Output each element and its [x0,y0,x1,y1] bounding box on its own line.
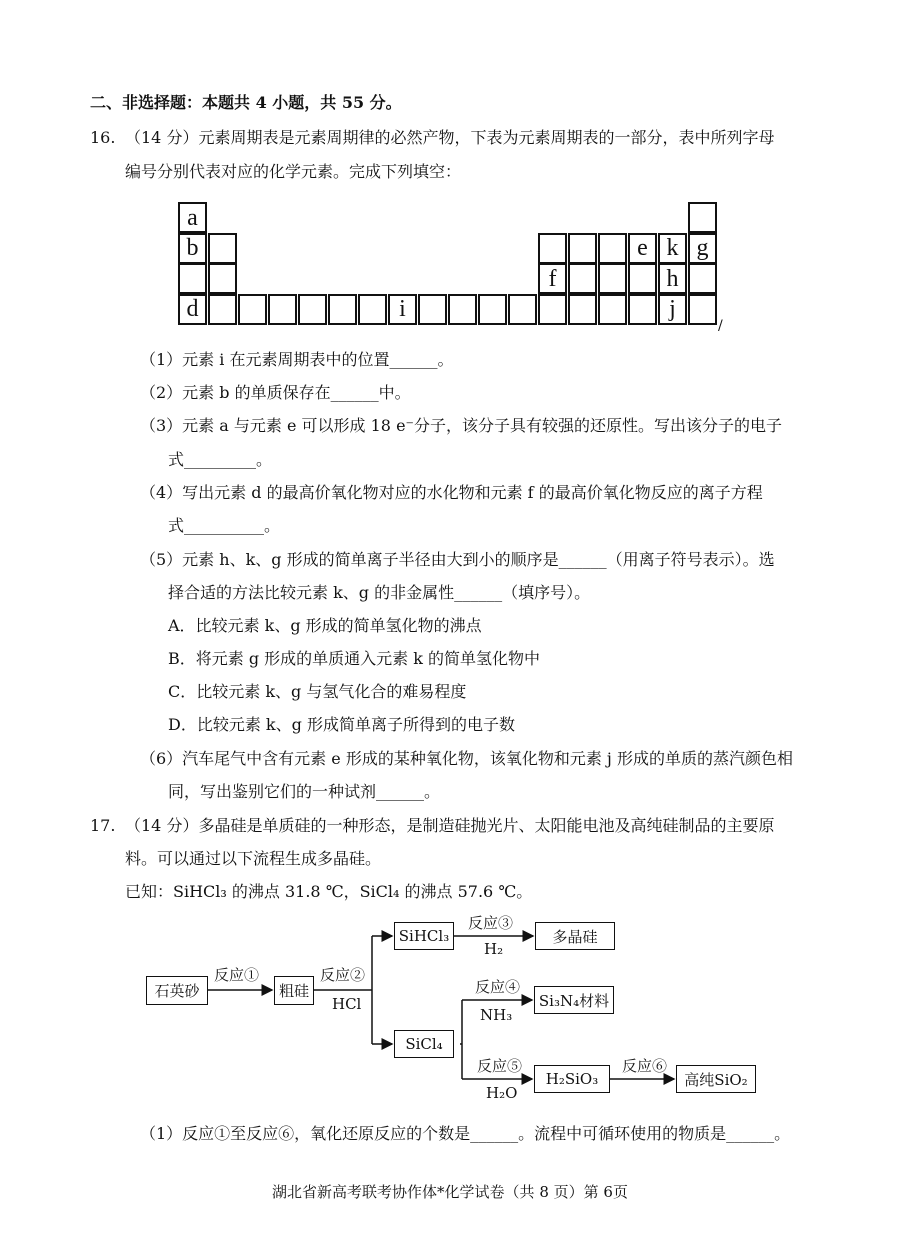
node-quartz-sand: 石英砂 [146,976,208,1005]
element-cell-a: a [178,202,207,233]
q16-option-d: D．比较元素 k、g 形成简单离子所得到的电子数 [168,715,515,734]
element-cell-f: f [538,263,567,294]
q16-stem-line2: 编号分别代表对应的化学元素。完成下列填空： [125,162,462,181]
q16-option-c: C．比较元素 k、g 与氢气化合的难易程度 [168,682,467,701]
element-cell-i: i [388,294,417,325]
q16-sub3-line2: 式_________。 [168,450,273,469]
q17-stem-line2: 料。可以通过以下流程生成多晶硅。 [125,849,382,868]
label-r5-reagent: H₂O [486,1084,518,1102]
label-r2: 反应② [320,966,366,984]
node-si3n4: Si₃N₄材料 [534,986,614,1014]
q16-stem-line1: （14 分）元素周期表是元素周期律的必然产物，下表为元素周期表的一部分，表中所列字母 [125,128,775,147]
q16-sub5-line2: 择合适的方法比较元素 k、g 的非金属性______（填序号）。 [168,583,591,602]
label-r6: 反应⑥ [622,1057,668,1075]
page-footer: 湖北省新高考联考协作体*化学试卷（共 8 页）第 6页 [272,1183,628,1201]
table-mark: / [718,318,723,334]
q16-sub4-line2: 式__________。 [168,516,281,535]
q16-sub2: （2）元素 b 的单质保存在______中。 [140,383,411,402]
node-h2sio3: H₂SiO₃ [534,1065,610,1093]
node-crude-si: 粗硅 [274,976,314,1005]
element-cell-e: e [628,233,657,264]
element-cell-k: k [658,233,687,264]
q17-known: 已知：SiHCl₃ 的沸点 31.8 ℃，SiCl₄ 的沸点 57.6 ℃。 [125,882,533,901]
element-cell-j: j [658,294,687,325]
label-r2-reagent: HCl [332,995,362,1013]
q16-sub6-line2: 同，写出鉴别它们的一种试剂______。 [168,782,441,801]
q16-sub3-line1: （3）元素 a 与元素 e 可以形成 18 e⁻分子，该分子具有较强的还原性。写出该分子的电子 [140,416,782,435]
label-r3: 反应③ [468,914,514,932]
element-cell-h: h [658,263,687,294]
q17-sub1: （1）反应①至反应⑥，氧化还原反应的个数是______。流程中可循环使用的物质是______。 [140,1124,791,1143]
node-sihcl3: SiHCl₃ [394,922,454,950]
q17-stem-line1: （14 分）多晶硅是单质硅的一种形态，是制造硅抛光片、太阳能电池及高纯硅制品的主要原 [125,816,775,835]
q16-sub1: （1）元素 i 在元素周期表中的位置______。 [140,350,454,369]
label-r4: 反应④ [475,978,521,996]
q17-number: 17. [90,816,116,835]
label-r3-reagent: H₂ [484,940,504,958]
node-polysilicon: 多晶硅 [535,922,615,950]
q16-sub6-line1: （6）汽车尾气中含有元素 e 形成的某种氧化物，该氧化物和元素 j 形成的单质的蒸汽颜色相 [140,749,793,768]
node-high-sio2: 高纯SiO₂ [676,1065,756,1093]
element-cell-d: d [178,294,207,325]
q16-number: 16. [90,128,116,147]
q16-option-a: A．比较元素 k、g 形成的简单氢化物的沸点 [168,616,482,635]
section-title: 二、非选择题：本题共 4 小题，共 55 分。 [90,93,402,112]
q16-sub5-line1: （5）元素 h、k、g 形成的简单离子半径由大到小的顺序是______（用离子符号表示）。选 [140,550,775,569]
label-r4-reagent: NH₃ [480,1006,513,1024]
q16-option-b: B．将元素 g 形成的单质通入元素 k 的简单氢化物中 [168,649,541,668]
label-r5: 反应⑤ [477,1057,523,1075]
label-r1: 反应① [214,966,260,984]
q16-sub4-line1: （4）写出元素 d 的最高价氧化物对应的水化物和元素 f 的最高价氧化物反应的离子方程 [140,483,763,502]
element-cell-b: b [178,233,207,264]
element-cell-g: g [688,233,717,264]
node-sicl4: SiCl₄ [394,1030,454,1058]
